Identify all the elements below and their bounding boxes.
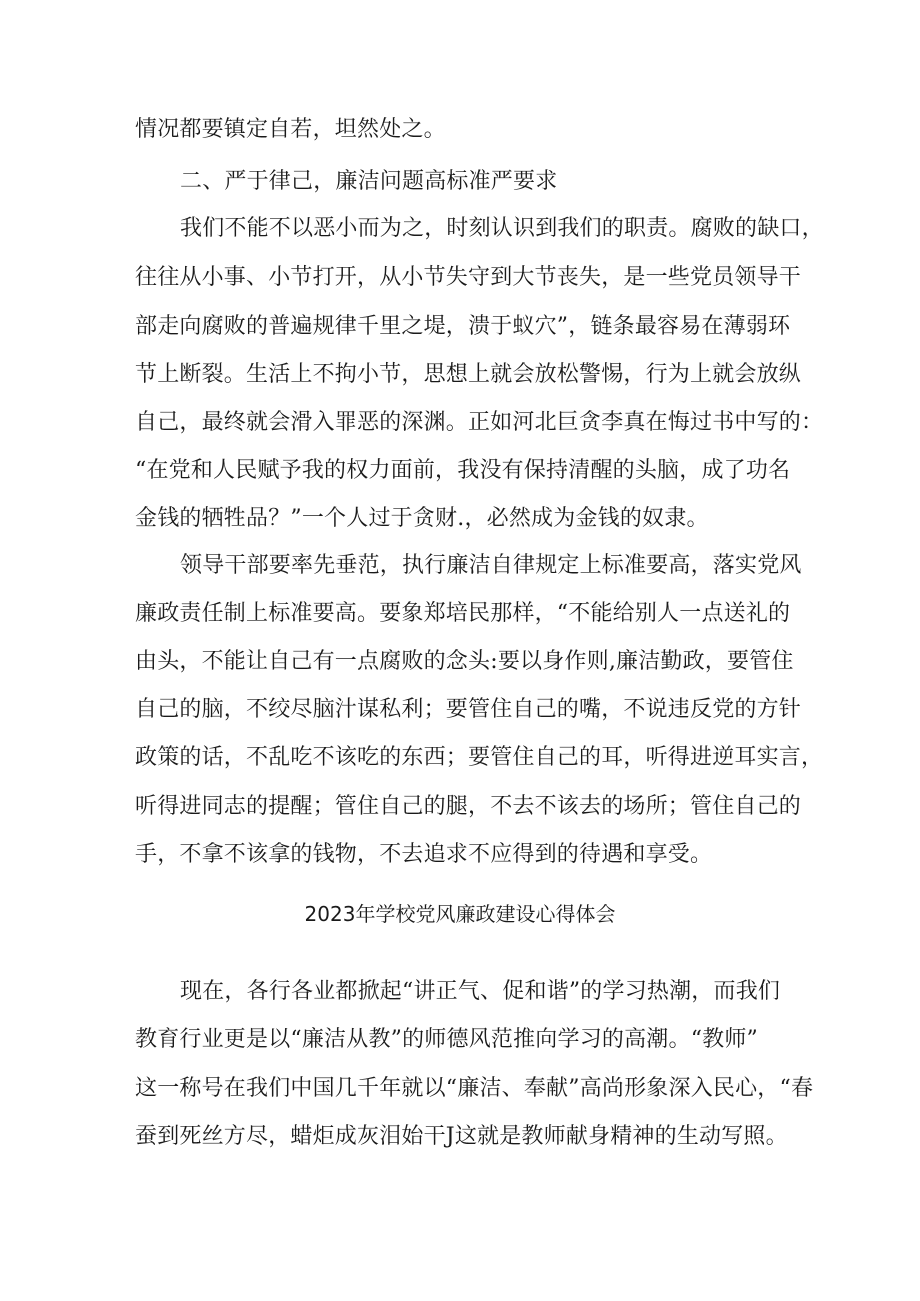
paragraph-line: 领导干部要率先垂范，执行廉洁自律规定上标准要高，落实党风 bbox=[180, 553, 802, 578]
paragraph-line: 廉政责任制上标准要高。要象郑培民那样，“不能给别人一点送礼的 bbox=[135, 601, 791, 626]
paragraph-line: 往往从小事、小节打开，从小节失守到大节丧失，是一些党员领导干 bbox=[135, 265, 802, 290]
paragraph-line: 教育行业更是以“廉洁从教”的师德风范推向学习的高潮。“教师” bbox=[135, 1027, 758, 1052]
paragraph-line: 听得进同志的提醒；管住自己的腿，不去不该去的场所；管住自己的 bbox=[135, 794, 802, 819]
paragraph-line: 部走向腐败的普遍规律千里之堤，溃于蚁穴”，链条最容易在薄弱环 bbox=[135, 314, 791, 339]
paragraph-line: 蚕到死丝方尽，蜡炬成灰泪始干J这就是教师献身精神的生动写照。 bbox=[135, 1124, 788, 1149]
paragraph-line: 自己的脑，不绞尽脑汁谋私利；要管住自己的嘴，不说违反党的方针 bbox=[135, 697, 802, 722]
paragraph-line: 这一称号在我们中国几千年就以“廉洁、奉献”高尚形象深入民心，“春 bbox=[135, 1076, 814, 1101]
paragraph-line: 现在，各行各业都掀起“讲正气、促和谐”的学习热潮，而我们 bbox=[180, 979, 781, 1004]
paragraph-line: 由头，不能让自己有一点腐败的念头:要以身作则,廉洁勤政，要管住 bbox=[135, 649, 794, 674]
paragraph-line: “在党和人民赋予我的权力面前，我没有保持清醒的头脑，成了功名 bbox=[135, 458, 791, 483]
document-title: 2023年学校党风廉政建设心得体会 bbox=[304, 902, 616, 926]
paragraph-line: 手，不拿不该拿的钱物，不去追求不应得到的待遇和享受。 bbox=[135, 842, 713, 867]
paragraph-line: 自己，最终就会滑入罪恶的深渊。正如河北巨贪李真在悔过书中写的： bbox=[135, 410, 824, 435]
paragraph-line: 金钱的牺牲品？”一个人过于贪财.，必然成为金钱的奴隶。 bbox=[135, 506, 709, 531]
paragraph-line: 我们不能不以恶小而为之，时刻认识到我们的职责。腐败的缺口， bbox=[180, 216, 824, 241]
paragraph-line: 政策的话，不乱吃不该吃的东西；要管住自己的耳，听得进逆耳实言， bbox=[135, 745, 824, 770]
paragraph-line: 情况都要镇定自若，坦然处之。 bbox=[135, 117, 446, 142]
paragraph-line: 节上断裂。生活上不拘小节，思想上就会放松警惕，行为上就会放纵 bbox=[135, 362, 802, 387]
section-heading: 二、严于律己，廉洁问题高标准严要求 bbox=[180, 169, 558, 194]
